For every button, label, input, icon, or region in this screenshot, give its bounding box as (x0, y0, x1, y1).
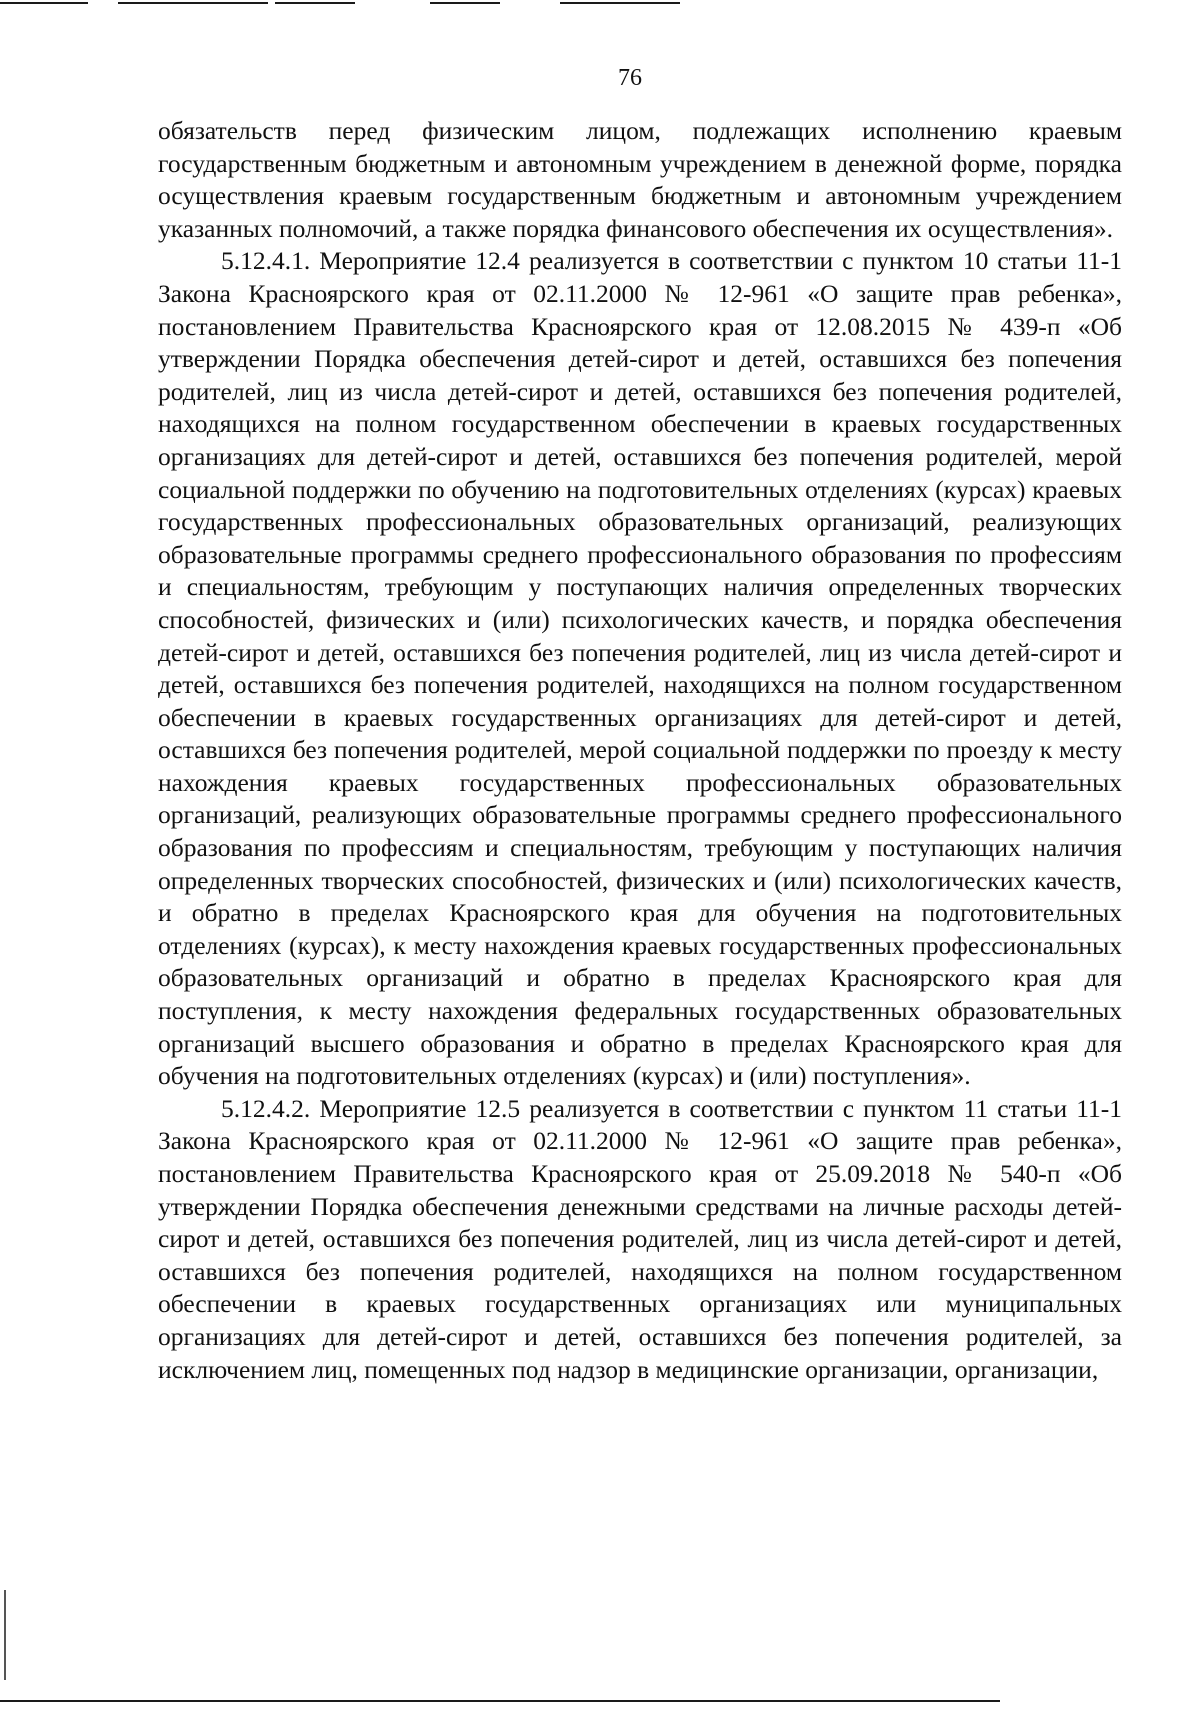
paragraph: 5.12.4.1. Мероприятие 12.4 реализуется в соответствии с пунктом 10 статьи 11-1 Закона Красноярского края от 02.11.2000 № 12-961 «О защите прав ребенка», постановлением Правительства Красноярского края от 12.08.2015 № 439-п «Об утверждении Порядка обеспечения детей-сирот и детей, оставшихся без попечения родителей, лиц из числа детей-сирот и детей, оставшихся без попечения родителей, находящихся на полном государственном обеспечении в краевых государственных организациях для детей-сирот и детей, оставшихся без попечения родителей, мерой социальной поддержки по обучению на подготовительных отделениях (курсах) краевых государственных профессиональных образовательных организаций, реализующих образовательные программы среднего профессионального образования по профессиям и специальностям, требующим у поступающих наличия определенных творческих способностей, физических и (или) психологических качеств, и порядка обеспечения детей-сирот и детей, оставшихся без попечения родителей, лиц из числа детей-сирот и детей, оставшихся без попечения родителей, находящихся на полном государственном обеспечении в краевых государственных организациях для детей-сирот и детей, оставшихся без попечения родителей, мерой социальной поддержки по проезду к месту нахождения краевых государственных профессиональных образовательных организаций, реализующих образовательные программы среднего профессионального образования по профессиям и специальностям, требующим у поступающих наличия определенных творческих способностей, физических и (или) психологических качеств, и обратно в пределах Красноярского края для обучения на подготовительных отделениях (курсах), к месту нахождения краевых государственных профессиональных образовательных организаций и обратно в пределах Красноярского края для поступления, к месту нахождения федеральных государственных образовательных организаций высшего образования и обратно в пределах Красноярского края для обучения на подготовительных отделениях (курсах) и (или) поступления». (158, 246, 1122, 1091)
scan-artifact-line (0, 1700, 1000, 1702)
scan-artifact-line (0, 2, 88, 4)
scan-artifact-line (430, 2, 500, 4)
scan-artifact-line (118, 2, 268, 4)
page-number: 76 (618, 65, 642, 91)
scan-artifact-line (560, 2, 680, 4)
scan-artifact-edge (4, 1590, 6, 1680)
scan-artifact-line (275, 2, 355, 4)
document-body (158, 115, 1122, 1386)
paragraph: 5.12.4.2. Мероприятие 12.5 реализуется в соответствии с пунктом 11 статьи 11-1 Закона Красноярского края от 02.11.2000 № 12-961 «О защите прав ребенка», постановлением Правительства Красноярского края от 25.09.2018 № 540-п «Об утверждении Порядка обеспечения денежными средствами на личные расходы детей-сирот и детей, оставшихся без попечения родителей, лиц из числа детей-сирот и детей, оставшихся без попечения родителей, находящихся на полном государственном обеспечении в краевых государственных организациях или муниципальных организациях для детей-сирот и детей, оставшихся без попечения родителей, за исключением лиц, помещенных под надзор в медицинские организации, организации, (158, 1093, 1122, 1384)
paragraph: обязательств перед физическим лицом, подлежащих исполнению краевым государственным бюджетным и автономным учреждением в денежной форме, порядка осуществления краевым государственным бюджетным и автономным учреждением указанных полномочий, а также порядка финансового обеспечения их осуществления». (158, 116, 1122, 243)
